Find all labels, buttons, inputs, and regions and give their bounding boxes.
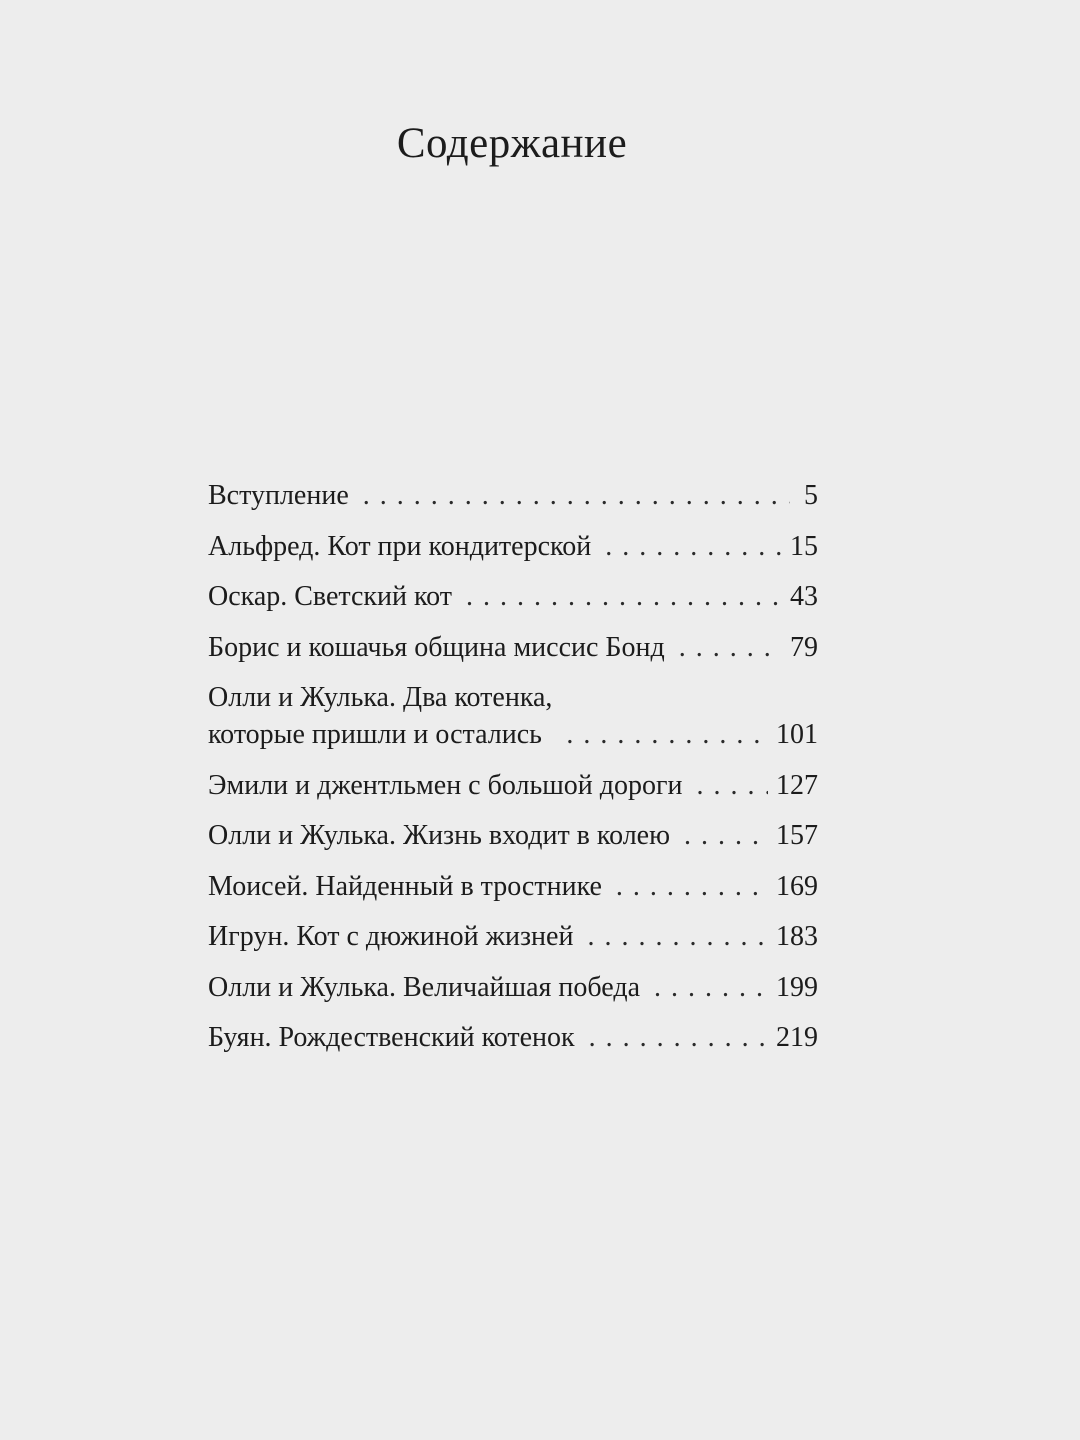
dot-leader	[466, 578, 782, 615]
toc-entry-title: Альфред. Кот при кондитерской	[208, 530, 592, 562]
toc-entry[interactable]	[208, 868, 818, 905]
dot-leader	[605, 528, 782, 565]
toc-page-number: 43	[790, 581, 818, 612]
dot-leader	[589, 1019, 768, 1056]
toc-entry-title: Эмили и джентльмен с большой дороги	[208, 769, 683, 801]
toc-page-number: 157	[776, 820, 818, 851]
toc-entry[interactable]	[208, 1019, 818, 1056]
toc-page-number: 219	[776, 1022, 818, 1053]
dot-leader	[679, 629, 782, 666]
dot-leader	[654, 969, 768, 1006]
dot-leader	[363, 477, 790, 514]
toc-entry-title: Вступление	[208, 480, 349, 511]
toc-entry[interactable]	[208, 767, 818, 804]
toc-entry-title: Игрун. Кот с дюжиной жизней	[208, 921, 574, 952]
dot-leader	[616, 868, 768, 905]
toc-entry[interactable]	[208, 629, 818, 666]
toc-entry[interactable]	[208, 578, 818, 615]
toc-entry[interactable]	[208, 969, 818, 1006]
dot-leader	[684, 817, 768, 854]
toc-entry-title: Олли и Жулька. Величайшая победа	[208, 971, 640, 1003]
toc-page-number: 199	[776, 971, 818, 1003]
toc-page-number: 183	[776, 921, 818, 952]
toc-entry[interactable]	[208, 918, 818, 955]
toc-entry[interactable]	[208, 477, 818, 514]
toc-entry-title: Олли и Жулька. Жизнь входит в колею	[208, 820, 671, 851]
table-of-contents	[208, 477, 818, 1070]
toc-page-number: 5	[804, 480, 818, 511]
toc-entry[interactable]	[208, 817, 818, 854]
toc-entry-title: Олли и Жулька. Два котенка, которые пришли и остались	[208, 682, 553, 750]
dot-leader	[696, 767, 768, 804]
toc-entry-title: Борис и кошачья община миссис Бонд	[208, 631, 665, 663]
toc-page-number: 79	[790, 631, 818, 663]
toc-page-number: 15	[790, 530, 818, 562]
toc-page-number: 169	[776, 870, 818, 902]
dot-leader	[566, 716, 768, 753]
toc-entry[interactable]	[208, 528, 818, 565]
toc-entry[interactable]	[208, 679, 818, 753]
toc-entry-title: Моисей. Найденный в тростнике	[208, 870, 602, 902]
toc-page-number: 127	[776, 769, 818, 801]
dot-leader	[587, 918, 768, 955]
toc-page-number: 101	[776, 719, 818, 750]
toc-entry-title: Буян. Рождественский котенок	[208, 1022, 575, 1053]
toc-entry-title: Оскар. Светский кот	[208, 581, 453, 612]
page-title: Содержание	[396, 120, 628, 167]
